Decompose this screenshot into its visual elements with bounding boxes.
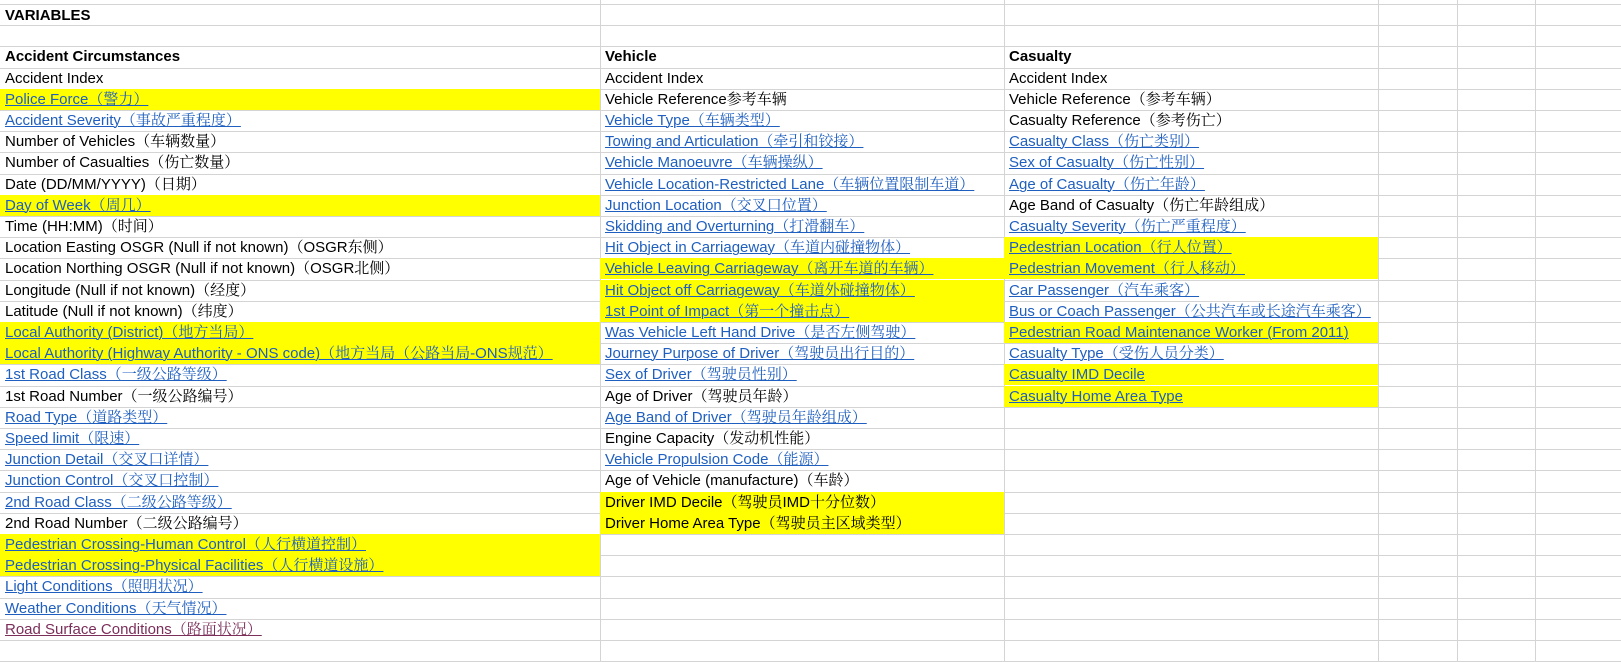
variable-link[interactable]: Pedestrian Crossing-Human Control（人行横道控制）: [5, 536, 366, 553]
variable-cell[interactable]: [600, 428, 1004, 449]
variable-link[interactable]: Pedestrian Road Maintenance Worker (From 2011): [1009, 324, 1349, 341]
variable-cell[interactable]: [0, 68, 600, 89]
variable-link[interactable]: Towing and Articulation（牵引和铰接）: [605, 133, 864, 151]
variable-cell[interactable]: [0, 343, 600, 364]
variable-link[interactable]: Weather Conditions（天气情况）: [5, 599, 227, 617]
variable-link[interactable]: 1st Road Class（一级公路等级）: [5, 366, 227, 384]
variable-label: Vehicle Reference（参考车辆）: [1009, 90, 1221, 108]
variable-cell[interactable]: [1004, 322, 1378, 343]
variable-label: Time (HH:MM)（时间）: [5, 218, 163, 235]
variable-cell[interactable]: [0, 513, 600, 534]
variable-cell[interactable]: [1004, 364, 1378, 385]
variable-cell[interactable]: [0, 598, 600, 619]
variable-label: Date (DD/MM/YYYY)（日期）: [5, 175, 206, 193]
variable-label: 2nd Road Number（二级公路编号）: [5, 514, 248, 532]
variable-cell[interactable]: [600, 237, 1004, 258]
variable-cell[interactable]: [0, 237, 600, 258]
variable-cell[interactable]: [600, 407, 1004, 428]
variable-link[interactable]: Vehicle Propulsion Code（能源）: [605, 451, 829, 469]
variable-link[interactable]: Casualty IMD Decile: [1009, 366, 1145, 384]
variable-cell[interactable]: [600, 492, 1004, 513]
variable-cell[interactable]: [1004, 280, 1378, 301]
variable-cell[interactable]: [1004, 195, 1378, 216]
variable-link[interactable]: Journey Purpose of Driver（驾驶员出行目的）: [605, 345, 915, 363]
variable-link[interactable]: Casualty Severity（伤亡严重程度）: [1009, 218, 1246, 235]
variable-label: Location Easting OSGR (Null if not known)（OSGR东侧）: [5, 239, 393, 257]
variable-cell[interactable]: [0, 386, 600, 407]
variable-cell[interactable]: [1004, 237, 1378, 258]
variable-cell[interactable]: [0, 576, 600, 597]
variable-cell[interactable]: [600, 258, 1004, 279]
variable-cell[interactable]: [600, 174, 1004, 195]
variable-cell[interactable]: [1004, 258, 1378, 279]
gridline-vertical: [1457, 0, 1458, 661]
column-header-vehicle[interactable]: Vehicle: [605, 48, 657, 66]
variable-cell[interactable]: [1004, 131, 1378, 152]
variable-link[interactable]: Casualty Type（受伤人员分类）: [1009, 345, 1224, 363]
variable-link[interactable]: Sex of Casualty（伤亡性别）: [1009, 154, 1205, 172]
variable-link[interactable]: Road Surface Conditions（路面状况）: [5, 620, 262, 638]
variable-cell[interactable]: [600, 470, 1004, 491]
variable-cell[interactable]: [0, 89, 600, 110]
variable-cell[interactable]: [600, 152, 1004, 173]
variable-cell[interactable]: [1004, 152, 1378, 173]
variable-cell[interactable]: [0, 555, 600, 576]
variable-link[interactable]: Junction Location（交叉口位置）: [605, 196, 827, 214]
variable-label: Age of Driver（驾驶员年龄）: [605, 387, 798, 405]
variable-label: Age Band of Casualty（伤亡年龄组成）: [1009, 196, 1275, 214]
variable-cell[interactable]: [600, 513, 1004, 534]
variable-cell[interactable]: [1004, 174, 1378, 195]
variable-cell[interactable]: [1004, 301, 1378, 322]
variable-link[interactable]: Speed limit（限速）: [5, 430, 140, 447]
variable-cell[interactable]: [0, 174, 600, 195]
variable-cell[interactable]: [0, 534, 600, 555]
variable-link[interactable]: Junction Detail（交叉口详情）: [5, 451, 209, 469]
variable-cell[interactable]: [0, 258, 600, 279]
variable-label: Longitude (Null if not known)（经度）: [5, 281, 256, 299]
gridline-vertical: [1378, 0, 1379, 661]
variable-link[interactable]: Vehicle Location-Restricted Lane（车辆位置限制车道）: [605, 175, 975, 193]
variable-label: Number of Vehicles（车辆数量）: [5, 133, 226, 151]
variable-cell[interactable]: [0, 110, 600, 131]
variable-cell[interactable]: [0, 322, 600, 343]
variable-cell[interactable]: [600, 364, 1004, 385]
variable-link[interactable]: Accident Severity（事故严重程度）: [5, 112, 241, 129]
variable-cell[interactable]: [0, 280, 600, 301]
variable-label: Driver Home Area Type（驾驶员主区域类型）: [605, 514, 911, 532]
variable-cell[interactable]: [0, 131, 600, 152]
variable-link[interactable]: Skidding and Overturning（打滑翻车）: [605, 218, 865, 235]
variable-link[interactable]: Light Conditions（照明状况）: [5, 578, 203, 596]
variable-link[interactable]: Hit Object off Carriageway（车道外碰撞物体）: [605, 281, 915, 299]
variable-cell[interactable]: [600, 110, 1004, 131]
variable-cell[interactable]: [0, 301, 600, 322]
variable-cell[interactable]: [600, 301, 1004, 322]
variable-cell[interactable]: [600, 322, 1004, 343]
variable-label: Accident Index: [605, 69, 704, 87]
gridline-horizontal: [0, 640, 1621, 641]
variable-link[interactable]: Pedestrian Crossing-Physical Facilities（人行横道设施）: [5, 557, 384, 575]
variable-cell[interactable]: [0, 216, 600, 237]
variable-link[interactable]: Hit Object in Carriageway（车道内碰撞物体）: [605, 239, 911, 257]
variable-cell[interactable]: [600, 216, 1004, 237]
variable-link[interactable]: Casualty Class（伤亡类别）: [1009, 133, 1200, 151]
variable-cell[interactable]: [600, 89, 1004, 110]
variable-cell[interactable]: [1004, 89, 1378, 110]
variable-label: Accident Index: [1009, 69, 1108, 87]
variable-label: Driver IMD Decile（驾驶员IMD十分位数）: [605, 493, 886, 511]
variable-link[interactable]: Was Vehicle Left Hand Drive（是否左侧驾驶）: [605, 324, 916, 341]
variable-link[interactable]: Bus or Coach Passenger（公共汽车或长途汽车乘客）: [1009, 302, 1371, 320]
variable-label: Engine Capacity（发动机性能）: [605, 430, 820, 447]
variable-link[interactable]: 2nd Road Class（二级公路等级）: [5, 493, 232, 511]
variable-cell[interactable]: [600, 449, 1004, 470]
variable-link[interactable]: Car Passenger（汽车乘客）: [1009, 281, 1200, 299]
variable-cell[interactable]: [600, 386, 1004, 407]
variable-link[interactable]: Local Authority (District)（地方当局）: [5, 324, 254, 341]
variable-link[interactable]: Casualty Home Area Type: [1009, 387, 1183, 405]
variable-link[interactable]: Age of Casualty（伤亡年龄）: [1009, 175, 1205, 193]
variable-link[interactable]: Road Type（道路类型）: [5, 408, 168, 426]
variable-label: Casualty Reference（参考伤亡）: [1009, 112, 1231, 129]
variable-label: Accident Index: [5, 69, 104, 87]
sheet-title[interactable]: VARIABLES: [5, 7, 91, 24]
variable-label: Location Northing OSGR (Null if not known)（OSGR北侧）: [5, 260, 400, 278]
variable-link[interactable]: Vehicle Leaving Carriageway（离开车道的车辆）: [605, 260, 934, 278]
variable-cell[interactable]: [600, 195, 1004, 216]
variable-link[interactable]: Age Band of Driver（驾驶员年龄组成）: [605, 408, 867, 426]
variable-cell[interactable]: [0, 407, 600, 428]
variable-link[interactable]: Day of Week（周几）: [5, 196, 151, 214]
variable-link[interactable]: Pedestrian Movement（行人移动）: [1009, 260, 1245, 278]
variable-cell[interactable]: [0, 428, 600, 449]
variable-label: 1st Road Number（一级公路编号）: [5, 387, 243, 405]
variable-cell[interactable]: [0, 364, 600, 385]
variable-cell[interactable]: [1004, 343, 1378, 364]
variable-link[interactable]: 1st Point of Impact（第一个撞击点）: [605, 302, 850, 320]
column-header-accident-circumstances[interactable]: Accident Circumstances: [5, 48, 181, 66]
variable-link[interactable]: Police Force（警力）: [5, 90, 149, 108]
variable-link[interactable]: Local Authority (Highway Authority - ONS code)（地方当局（公路当局-ONS规范）: [5, 345, 553, 363]
variable-link[interactable]: Vehicle Manoeuvre（车辆操纵）: [605, 154, 823, 172]
variable-cell[interactable]: [1004, 110, 1378, 131]
variable-cell[interactable]: [1004, 68, 1378, 89]
variable-link[interactable]: Vehicle Type（车辆类型）: [605, 112, 780, 129]
variable-cell[interactable]: [0, 449, 600, 470]
column-header-casualty[interactable]: Casualty: [1009, 48, 1072, 66]
variable-label: Number of Casualties（伤亡数量）: [5, 154, 240, 172]
gridline-vertical: [1535, 0, 1536, 661]
variable-cell[interactable]: [600, 343, 1004, 364]
variable-link[interactable]: Sex of Driver（驾驶员性别）: [605, 366, 797, 384]
variable-label: Age of Vehicle (manufacture)（车龄）: [605, 472, 859, 490]
variable-cell[interactable]: [600, 280, 1004, 301]
variable-label: Vehicle Reference参考车辆: [605, 90, 787, 108]
variable-label: Latitude (Null if not known)（纬度）: [5, 302, 243, 320]
variable-cell[interactable]: [0, 470, 600, 491]
variable-cell[interactable]: [0, 619, 600, 640]
variable-cell[interactable]: [0, 152, 600, 173]
variable-cell[interactable]: [0, 195, 600, 216]
gridline-horizontal: [0, 25, 1621, 26]
gridline-horizontal: [0, 4, 1621, 5]
variable-link[interactable]: Pedestrian Location（行人位置）: [1009, 239, 1232, 257]
variable-cell[interactable]: [600, 131, 1004, 152]
variable-cell[interactable]: [600, 68, 1004, 89]
variable-cell[interactable]: [1004, 216, 1378, 237]
variable-link[interactable]: Junction Control（交叉口控制）: [5, 472, 219, 490]
variable-cell[interactable]: [1004, 386, 1378, 407]
variable-cell[interactable]: [0, 492, 600, 513]
